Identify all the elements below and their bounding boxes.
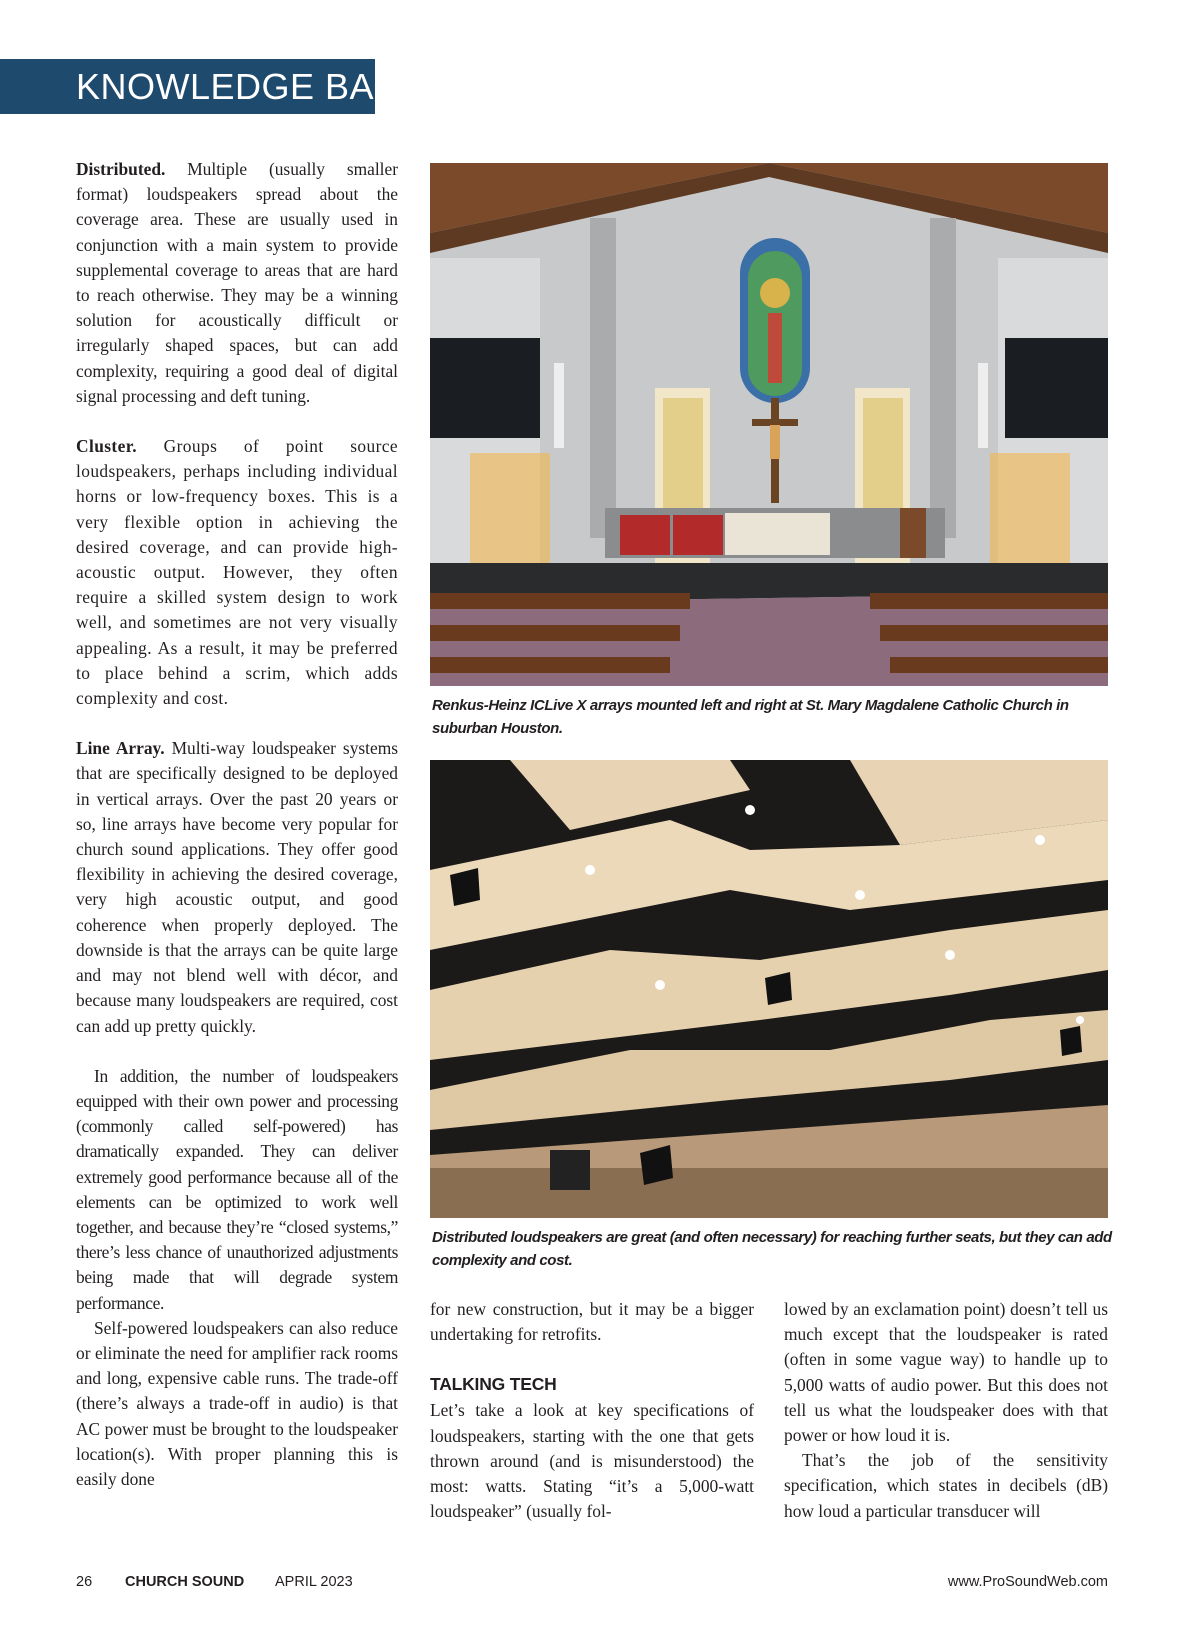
paragraph-self-powered: Self-powered loudspeakers can also reduce or eliminate the need for amplifier rack rooms and long, expensive cable runs. The trade-off (there’s always a trade-off in audio) is that AC power must be brought to the loudspeaker location(s). With proper planning this is easily done	[76, 1317, 398, 1489]
article-column-right	[784, 1297, 1108, 1524]
paragraph-cluster	[76, 434, 398, 711]
paragraph-retrofit: for new construction, but it may be a bigger undertaking for retrofits.	[430, 1299, 754, 1345]
paragraph-sensitivity: That’s the job of the sensitivity specification, which states in decibels (dB) how loud a particular transducer will	[784, 1450, 1108, 1521]
article-column-left	[76, 157, 398, 1492]
paragraph-distributed	[76, 157, 398, 409]
photo-caption-distributed: Distributed loudspeakers are great (and often necessary) for reaching further seats, but they can add complexity and cost.	[432, 1229, 1112, 1269]
text-cluster: Groups of point source loudspeakers, perhaps including individual horns or low-frequency boxes. This is a very flexible option in achieving the desired coverage, and can provide high-acoustic output. However, they often require a skilled system design to work well, and sometimes are not very visually appealing. As a result, it may be preferred to place behind a scrim, which adds complexity and cost.	[76, 436, 398, 709]
website-url: www.ProSoundWeb.com	[947, 1574, 1108, 1590]
page-number: 26	[76, 1574, 93, 1590]
paragraph-talking-tech: Let’s take a look at key specifications of loudspeakers, starting with the one that gets thrown around (and is misunderstood) the most: watts. Stating “it’s a 5,000-watt loudspeaker” (usually fol-	[430, 1400, 754, 1522]
distributed-loudspeakers-photo	[430, 760, 1108, 1218]
section-banner	[0, 59, 424, 114]
paragraph-addition: In addition, the number of loudspeakers equipped with their own power and processing (commonly called self-powered) has dramatically expanded. They can deliver extremely good performance because all of the elements can be optimized to work well together, and because they’re “closed systems,” there’s less chance of unauthorized adjustments being made that will degrade system performance.	[76, 1065, 398, 1313]
section-banner-title: KNOWLEDGE BASE	[76, 66, 424, 107]
paragraph-line-array	[76, 736, 398, 1038]
term-cluster: Cluster.	[76, 436, 138, 457]
term-distributed: Distributed.	[76, 159, 166, 179]
article-column-middle	[430, 1297, 754, 1524]
subhead-talking-tech: TALKING TECH	[430, 1374, 557, 1395]
text-distributed: Multiple (usually smaller format) loudspeakers spread about the coverage area. These are usually used in conjunction with a main system to provide supplemental coverage to areas that are hard to reach otherwise. They may be a winning solution for acoustically difficult or irregularly shaped spaces, but can add complexity, requiring a good deal of digital signal processing and deft tuning.	[76, 159, 398, 406]
magazine-name: CHURCH SOUND	[125, 1574, 245, 1590]
term-line-array: Line Array.	[76, 738, 165, 759]
church-sanctuary-photo	[430, 163, 1108, 686]
issue-date: APRIL 2023	[275, 1574, 353, 1590]
photo-caption-church: Renkus-Heinz ICLive X arrays mounted left and right at St. Mary Magdalene Catholic Church in suburban Houston.	[432, 697, 1069, 737]
text-line-array: Multi-way loudspeaker systems that are specifically designed to be deployed in vertical arrays. Over the past 20 years or so, line arrays have become very popular for church sound applications. They offer good flexibility in achieving the desired coverage, very high acoustic output, and good coherence when properly deployed. The downside is that the arrays can be quite large and may not blend well with décor, and because many loudspeakers are required, cost can add up pretty quickly.	[76, 738, 399, 1036]
paragraph-watts: lowed by an exclamation point) doesn’t tell us much except that the loudspeaker is rated (often in some vague way) to handle up to 5,000 watts of audio power. But this does not tell us what the loudspeaker does with that power or how loud it is.	[784, 1299, 1108, 1446]
page-footer	[76, 1574, 1108, 1594]
